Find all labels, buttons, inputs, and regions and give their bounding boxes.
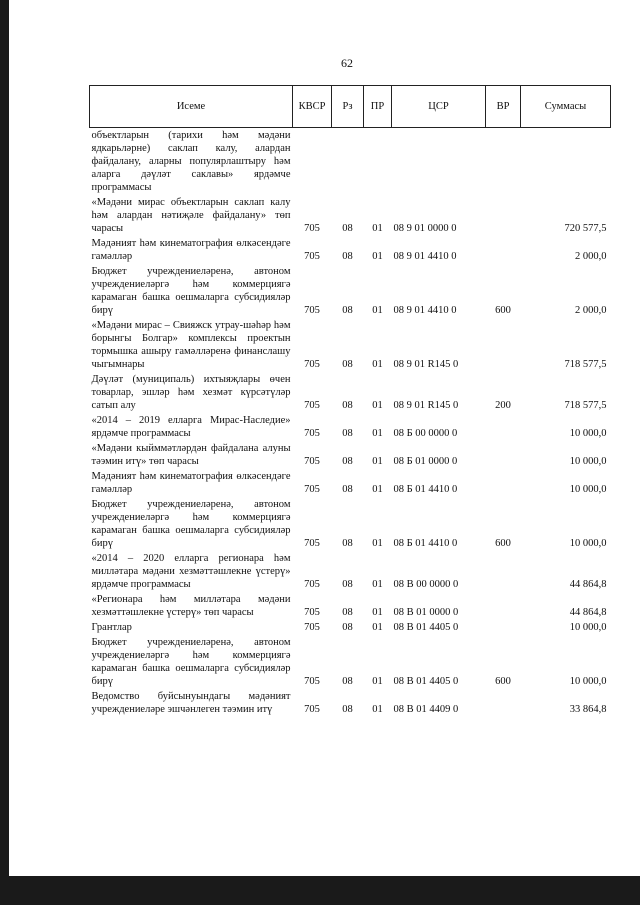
row-pr: 01 <box>372 305 383 316</box>
row-kvsr: 705 <box>304 579 320 590</box>
row-sum: 10 000,0 <box>569 676 607 687</box>
table-row <box>90 592 611 620</box>
row-rz: 08 <box>342 223 353 234</box>
row-name: Бюджет учреждениеләренә, автоном учреждениеләргә һәм коммерциягә карамаган башка оешмаларга субсидияләр бирү <box>91 266 291 316</box>
table-row <box>90 413 611 441</box>
row-vr <box>486 413 521 441</box>
row-csr: 08 В 01 4405 0 <box>393 676 459 687</box>
row-pr: 01 <box>372 456 383 467</box>
row-pr: 01 <box>372 223 383 234</box>
table-row <box>90 372 611 413</box>
row-kvsr: 705 <box>304 428 320 439</box>
row-sum: 720 577,5 <box>564 223 607 234</box>
row-rz: 08 <box>342 484 353 495</box>
row-pr: 01 <box>372 428 383 439</box>
row-sum: 10 000,0 <box>569 428 607 439</box>
row-sum: 718 577,5 <box>564 359 607 370</box>
row-pr: 01 <box>372 538 383 549</box>
table-row <box>90 497 611 551</box>
row-rz: 08 <box>342 579 353 590</box>
table-row <box>90 195 611 236</box>
row-rz: 08 <box>342 704 353 715</box>
row-rz: 08 <box>342 359 353 370</box>
row-pr: 01 <box>372 704 383 715</box>
row-name: Мәдәният һәм кинематография өлкәсендәге гамәлләр <box>91 471 291 495</box>
row-rz: 08 <box>342 251 353 262</box>
row-vr <box>486 469 521 497</box>
table-row <box>90 128 611 196</box>
row-csr: 08 В 01 4409 0 <box>393 704 459 715</box>
row-pr: 01 <box>372 359 383 370</box>
row-name: «2014 – 2019 елларга Мирас-Наследие» ярдәмче программасы <box>91 415 291 439</box>
row-name: Бюджет учреждениеләренә, автоном учреждениеләргә һәм коммерциягә карамаган башка оешмаларга субсидияләр бирү <box>91 499 291 549</box>
header-row <box>90 86 611 128</box>
row-kvsr: 705 <box>304 484 320 495</box>
row-rz: 08 <box>342 607 353 618</box>
row-vr <box>486 236 521 264</box>
row-csr: 08 9 01 4410 0 <box>393 305 457 316</box>
header-vr: ВР <box>486 86 521 128</box>
header-csr: ЦСР <box>392 86 486 128</box>
header-sum: Суммасы <box>521 86 611 128</box>
row-rz: 08 <box>342 305 353 316</box>
row-vr <box>486 128 521 196</box>
row-csr: 08 9 01 4410 0 <box>393 251 457 262</box>
row-name: «Мәдәни мирас объектларын саклап калу һәм алардан нәтиҗәле файдалану» төп чарасы <box>91 197 291 234</box>
row-csr: 08 9 01 R145 0 <box>393 400 459 411</box>
row-name: «Мәдәни мирас – Свияжск утрау-шәһәр һәм борынгы Болгар» комплексы проектын тормышка ашыру гамәлләренә финанслашу чыгымнары <box>91 320 291 370</box>
row-sum: 44 864,8 <box>569 607 607 618</box>
row-rz: 08 <box>342 622 353 633</box>
row-vr <box>486 551 521 592</box>
row-vr: 600 <box>495 538 511 549</box>
row-name: Грантлар <box>91 622 132 633</box>
row-pr: 01 <box>372 484 383 495</box>
row-kvsr: 705 <box>304 622 320 633</box>
scan-edge-bottom <box>0 876 640 905</box>
row-sum <box>521 128 611 196</box>
row-csr: 08 Б 01 4410 0 <box>393 484 458 495</box>
row-name: объектларын (тарихи һәм мәдәни ядкарьләрне) саклап калу, алардан файдалану, аларны популярлаштыру һәм аларга дәүләт саклавы» ярдәмче программасы <box>91 130 291 193</box>
header-name: Исеме <box>90 86 293 128</box>
row-sum: 33 864,8 <box>569 704 607 715</box>
row-vr: 200 <box>495 400 511 411</box>
table-row <box>90 551 611 592</box>
row-csr: 08 В 01 4405 0 <box>393 622 459 633</box>
row-csr <box>392 128 486 196</box>
table-row <box>90 441 611 469</box>
row-name: «2014 – 2020 елларга регионара һәм милләтара мәдәни хезмәттәшлекне үстерү» ярдәмче программасы <box>91 553 291 590</box>
row-sum: 10 000,0 <box>569 456 607 467</box>
row-vr <box>486 620 521 635</box>
row-kvsr: 705 <box>304 305 320 316</box>
table-row <box>90 620 611 635</box>
row-kvsr <box>293 128 332 196</box>
row-pr: 01 <box>372 251 383 262</box>
row-csr: 08 В 00 0000 0 <box>393 579 459 590</box>
row-csr: 08 9 01 R145 0 <box>393 359 459 370</box>
row-kvsr: 705 <box>304 704 320 715</box>
table-row <box>90 318 611 372</box>
header-kvsr: КВСР <box>293 86 332 128</box>
row-kvsr: 705 <box>304 223 320 234</box>
row-pr: 01 <box>372 622 383 633</box>
row-csr: 08 Б 00 0000 0 <box>393 428 458 439</box>
budget-table <box>89 85 611 717</box>
row-name: Бюджет учреждениеләренә, автоном учреждениеләргә һәм коммерциягә карамаган башка оешмаларга субсидияләр бирү <box>91 637 291 687</box>
row-kvsr: 705 <box>304 538 320 549</box>
row-pr: 01 <box>372 676 383 687</box>
row-vr: 600 <box>495 305 511 316</box>
row-vr <box>486 195 521 236</box>
table-row <box>90 689 611 717</box>
row-kvsr: 705 <box>304 676 320 687</box>
row-rz: 08 <box>342 400 353 411</box>
row-pr: 01 <box>372 607 383 618</box>
row-rz: 08 <box>342 456 353 467</box>
row-name: «Регионара һәм милләтара мәдәни хезмәттәшлекне үстерү» төп чарасы <box>91 594 291 618</box>
table-row <box>90 635 611 689</box>
row-pr <box>364 128 392 196</box>
row-sum: 44 864,8 <box>569 579 607 590</box>
row-csr: 08 9 01 0000 0 <box>393 223 457 234</box>
row-sum: 718 577,5 <box>564 400 607 411</box>
row-sum: 2 000,0 <box>575 251 607 262</box>
row-csr: 08 Б 01 0000 0 <box>393 456 458 467</box>
row-name: Мәдәният һәм кинематография өлкәсендәге гамәлләр <box>91 238 291 262</box>
row-kvsr: 705 <box>304 607 320 618</box>
row-sum: 10 000,0 <box>569 484 607 495</box>
row-rz: 08 <box>342 538 353 549</box>
page-number: 62 <box>341 56 353 70</box>
header-pr: ПР <box>364 86 392 128</box>
row-kvsr: 705 <box>304 359 320 370</box>
row-kvsr: 705 <box>304 251 320 262</box>
row-sum: 10 000,0 <box>569 538 607 549</box>
row-vr <box>486 318 521 372</box>
row-csr: 08 В 01 0000 0 <box>393 607 459 618</box>
row-vr: 600 <box>495 676 511 687</box>
table-row <box>90 469 611 497</box>
row-rz: 08 <box>342 428 353 439</box>
row-csr: 08 Б 01 4410 0 <box>393 538 458 549</box>
row-pr: 01 <box>372 579 383 590</box>
row-vr <box>486 441 521 469</box>
table-row <box>90 264 611 318</box>
table-row <box>90 236 611 264</box>
row-name: «Мәдәни кыйммәтләрдән файдалана алуны тәэмин итү» төп чарасы <box>91 443 291 467</box>
row-vr <box>486 689 521 717</box>
header-rz: Рз <box>332 86 364 128</box>
row-name: Дәүләт (муниципаль) ихтыяҗлары өчен товарлар, эшләр һәм хезмәт күрсәтүләр сатып алу <box>91 374 291 411</box>
row-vr <box>486 592 521 620</box>
row-sum: 2 000,0 <box>575 305 607 316</box>
row-pr: 01 <box>372 400 383 411</box>
row-sum: 10 000,0 <box>569 622 607 633</box>
row-rz: 08 <box>342 676 353 687</box>
row-kvsr: 705 <box>304 400 320 411</box>
row-kvsr: 705 <box>304 456 320 467</box>
row-rz <box>332 128 364 196</box>
scan-edge-left <box>0 0 9 905</box>
row-name: Ведомство буйсынуындагы мәдәният учреждениеләре эшчәнлеген тәэмин итү <box>91 691 291 715</box>
